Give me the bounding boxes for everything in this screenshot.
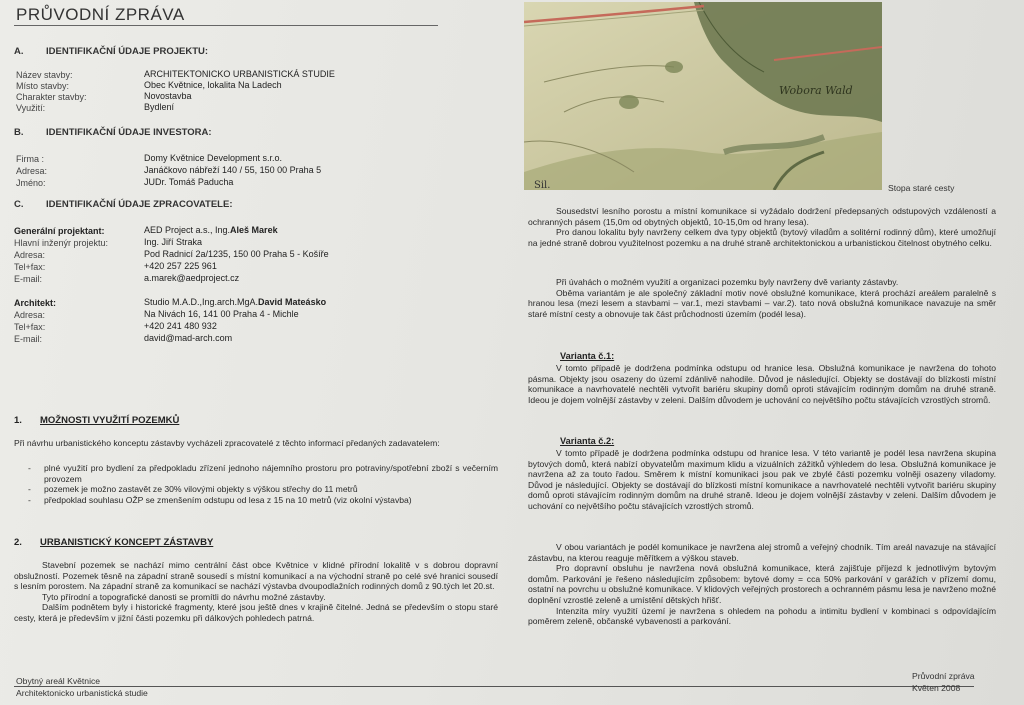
investor-name-value: JUDr. Tomáš Paducha: [144, 177, 234, 187]
footer-project-name: Obytný areál Květnice: [16, 676, 101, 686]
section-a-heading: A. IDENTIFIKAČNÍ ÚDAJE PROJEKTU:: [14, 46, 209, 57]
historic-map-image: [524, 2, 882, 190]
variant-2-text: V tomto případě je dodržena podmínka odstupu od hranice lesa. V této variantě je podél lesa navržena skupina bytových domů, která nabízí obyvatelům maximum klidu a vizuálních zážitků výhledem do lesa. Obslužná komunikace je navržena až za touto řadou. Směrem k místní komunikaci jsou pak ve zbylé části pozemku volněji osazeny viladomy. Důvod je následující. Objekty se dostávají do blízkosti místní komunikace a navrhovatelé nechtěli vytvořit bariéru skupiny domů oproti stávajícím rodinným domům na druhé straně. Ideou je dojem volnější zástavby v zeleni. Dalším důvodem je uchování co největšího počtu stávajících vzrostlých stromů.: [528, 448, 996, 511]
general-designer-label: Generální projektant:: [14, 226, 105, 236]
footer-study-type: Architektonicko urbanistická studie: [16, 688, 148, 698]
section-c-heading: C. IDENTIFIKAČNÍ ÚDAJE ZPRACOVATELE:: [14, 199, 233, 210]
general-designer-value: AED Project a.s., Ing.Aleš Marek: [144, 225, 278, 235]
chief-engineer-value: Ing. Jiří Straka: [144, 237, 203, 247]
map-label-sil: Sil.: [534, 180, 551, 190]
investor-firm-value: Domy Květnice Development s.r.o.: [144, 153, 283, 163]
project-place-label: Místo stavby:: [16, 81, 70, 91]
section-b-heading: B. IDENTIFIKAČNÍ ÚDAJE INVESTORA:: [14, 127, 212, 138]
architect-phone-label: Tel+fax:: [14, 322, 46, 332]
variant-1-text: V tomto případě je dodržena podmínka odstupu od hranice lesa. Obslužná komunikace je navržena do tohoto pásma. Objekty jsou osazeny do území zdánlivě nahodile. Důvod je následující. Objekty se dostávají do blízkosti místní komunikace a navrhovatelé nechtěli vytvořit bariéru skupiny domů oproti stávajícím rodinným domům na druhé straně. Ideou je dojem volnější zástavby v zeleni. Dalším důvodem je uchování co největšího počtu stávajících vzrostlých stromů.: [528, 363, 996, 405]
project-character-value: Novostavba: [144, 91, 192, 101]
project-use-label: Využití:: [16, 103, 46, 113]
section-2-text: Stavební pozemek se nachází mimo centrální část obce Květnice v klidné přírodní lokalitě v s dobrou dopravní obslužností. Pozemek těsně na západní straně sousedí s místní komunikací a na východní straně po celé své hranici sousedí s lesním porostem. Na západní straně za komunikací se nachází výstavba dvoupodlažních rodinných domů z 90.tých let 20.st. Tyto přírodní a topografické danosti se promítli do návrhu možné zástavby. Dalším podnětem byly i historické fragmenty, které jsou ještě dnes v krajině čitelné. Jedná se především o stopu staré cesty, která je především v jižní části pozemku při dálkových pohledech patrná.: [14, 560, 498, 623]
map-label-wald: Wobora Wald: [779, 84, 853, 97]
designer-address-label: Adresa:: [14, 250, 46, 260]
project-name-label: Název stavby:: [16, 70, 73, 80]
designer-phone-value: +420 257 225 961: [144, 261, 217, 271]
project-place-value: Obec Květnice, lokalita Na Ladech: [144, 80, 282, 90]
designer-email-label: E-mail:: [14, 274, 43, 284]
investor-address-label: Adresa:: [16, 166, 48, 176]
right-paragraph-1: Sousedství lesního porostu a místní komunikace si vyžádalo dodržení předepsaných odstupových vzdáleností a ochranných pásem (15,0m od obytných objektů, 10-15,0m od hrany lesa). Pro danou lokalitu byly navrženy celkem dva typy objektů (bytový viladům a solitérní rodinný dům), které umožňují na jedné straně dobrou využitelnost pozemku a na druhé straně architektonickou a urbanistickou čitelnost obytného celku.: [528, 206, 996, 248]
chief-engineer-label: Hlavní inženýr projektu:: [14, 238, 109, 248]
section-2-heading: 2. URBANISTICKÝ KONCEPT ZÁSTAVBY: [14, 537, 214, 548]
variant-1-heading: Varianta č.1:: [560, 351, 615, 361]
historic-map-drawing: [524, 2, 882, 190]
right-paragraph-3: V obou variantách je podél komunikace je navržena alej stromů a veřejný chodník. Tím areál navazuje na stávající zástavbu, na kterou reaguje měřítkem a výškou staveb. Pro dopravní obsluhu je navržena nová obslužná komunikace, která zajišťuje příjezd k jednotlivým bytovým domům. Parkování je řešeno následujícím způsobem: bytové domy = cca 50% parkování v garážích v přízemí domu, ostatní na povrchu u obslužné komunikace. V klidových veřejných prostorech a ochranném pásmu lesa je navrženo možné doplnění vzrostlé zeleně a umístění dětských hřišť. Intenzita míry využití území je navržena s ohledem na pohodu a intimitu bydlení v kombinaci s odpovídajícím poměrem zeleně, občanské vybavenosti a parkování.: [528, 542, 996, 627]
designer-phone-label: Tel+fax:: [14, 262, 46, 272]
architect-email-label: E-mail:: [14, 334, 43, 344]
architect-email-value[interactable]: david@mad-arch.com: [144, 333, 233, 343]
investor-firm-label: Firma :: [16, 154, 44, 164]
investor-address-value: Janáčkovo nábřeží 140 / 55, 150 00 Praha 5: [144, 165, 322, 175]
right-paragraph-2: Při úvahách o možném využití a organizaci pozemku byly navrženy dvě varianty zástavby. Oběma variantám je ale společný základní motiv nové obslužné komunikace, která prochází areálem paralelně s hranou lesa (mezi lesem a stavbami – var.1, mezi stavbami – var.2). tato nová obslužná komunikace navazuje na směr staré místní cesty a obnovuje tak část průchodnosti územím (podél lesa).: [528, 277, 996, 319]
map-caption: Stopa staré cesty: [888, 183, 955, 193]
architect-address-label: Adresa:: [14, 310, 46, 320]
architect-label: Architekt:: [14, 298, 57, 308]
architect-address-value: Na Nivách 16, 141 00 Praha 4 - Michle: [144, 309, 299, 319]
section-1-heading: 1. MOŽNOSTI VYUŽITÍ POZEMKŮ: [14, 415, 180, 426]
investor-name-label: Jméno:: [16, 178, 46, 188]
footer-document-name: Průvodní zpráva: [912, 671, 975, 681]
page-title: PRŮVODNÍ ZPRÁVA: [16, 5, 185, 24]
list-item: - pozemek je možno zastavět ze 30% vilovými objekty s výškou střechy do 11 metrů: [14, 484, 498, 495]
project-use-value: Bydlení: [144, 102, 175, 112]
designer-email-value[interactable]: a.marek@aedproject.cz: [144, 273, 240, 283]
title-underline: [14, 25, 438, 26]
project-name-value: ARCHITEKTONICKO URBANISTICKÁ STUDIE: [144, 69, 335, 79]
section-1-intro: Při návrhu urbanistického konceptu zástavby vycházeli zpracovatelé z těchto informací předaných zadavatelem:: [14, 438, 440, 448]
footer-date: Květen 2008: [912, 683, 961, 693]
list-item: - předpoklad souhlasu OŽP se zmenšením odstupu od lesa z 15 na 10 metrů (viz okolní výstavba): [14, 495, 498, 506]
project-character-label: Charakter stavby:: [16, 92, 87, 102]
section-1-bullet-list: [14, 463, 498, 505]
designer-address-value: Pod Radnicí 2a/1235, 150 00 Praha 5 - Košíře: [144, 249, 329, 259]
list-item: - plné využití pro bydlení za předpokladu zřízení jednoho nájemního prostoru pro potraviny/spotřební zboží s večerním provozem: [14, 463, 498, 484]
footer-rule: [14, 686, 974, 687]
architect-phone-value: +420 241 480 932: [144, 321, 217, 331]
variant-2-heading: Varianta č.2:: [560, 436, 615, 446]
architect-value: Studio M.A.D.,Ing.arch.MgA.David Mateásko: [144, 297, 327, 307]
